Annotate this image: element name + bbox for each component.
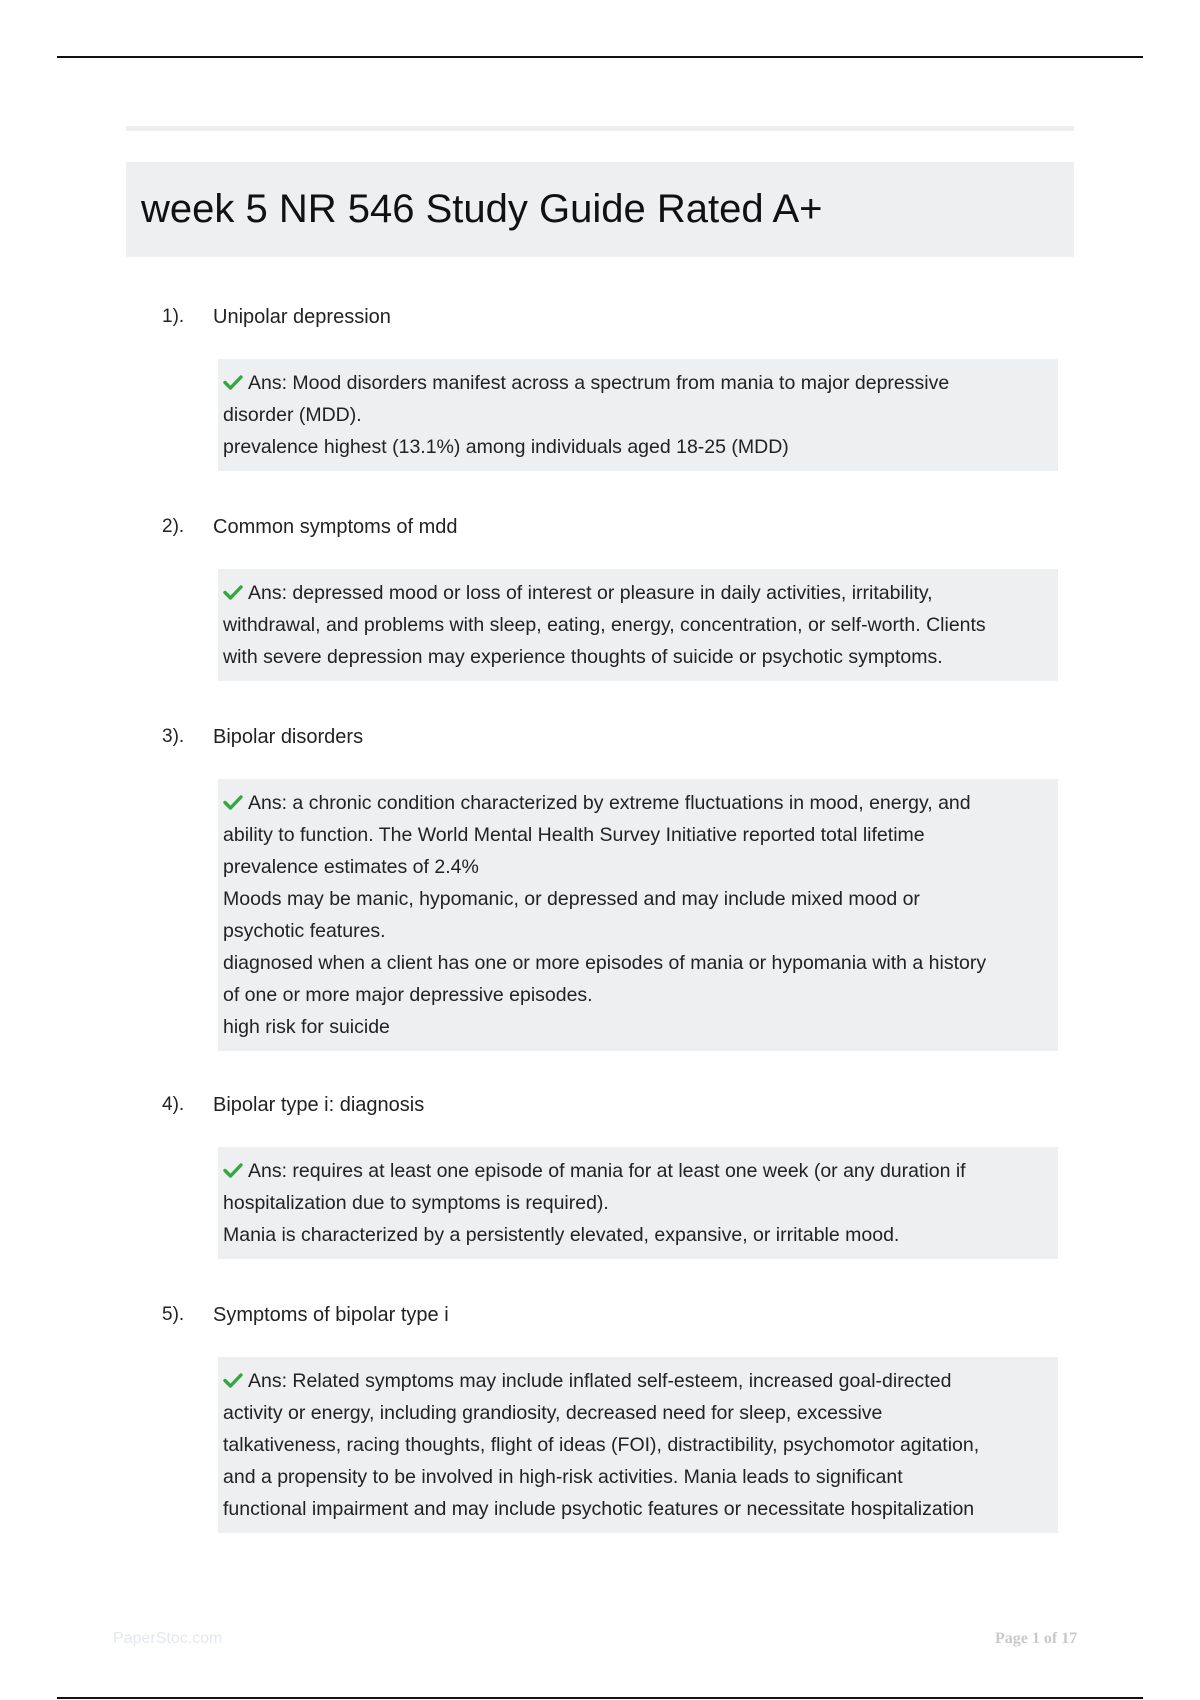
answer-line: activity or energy, including grandiosity, decreased need for sleep, excessive — [223, 1402, 883, 1424]
watermark-text: PaperStoc.com — [113, 1630, 223, 1647]
question-number: 5). — [162, 1304, 185, 1325]
page-indicator: Page 1 of 17 — [995, 1630, 1078, 1647]
check-icon — [223, 1366, 243, 1382]
check-icon — [223, 788, 243, 804]
page-title: week 5 NR 546 Study Guide Rated A+ — [141, 187, 823, 231]
answer-line: diagnosed when a client has one or more episodes of mania or hypomania with a history — [223, 952, 987, 974]
answer-line: and a propensity to be involved in high-risk activities. Mania leads to significant — [223, 1466, 903, 1488]
answer-box — [218, 1357, 1058, 1533]
answer-line: Ans: Related symptoms may include inflated self-esteem, increased goal-directed — [223, 1365, 1052, 1397]
answer-line: psychotic features. — [223, 920, 386, 942]
question-number: 3). — [162, 726, 185, 747]
question-number: 2). — [162, 516, 185, 537]
bottom-divider — [57, 1697, 1143, 1699]
top-divider — [57, 56, 1143, 58]
answer-line: talkativeness, racing thoughts, flight of ideas (FOI), distractibility, psychomotor agitation, — [223, 1434, 980, 1456]
question-number: 4). — [162, 1094, 185, 1115]
answer-line: withdrawal, and problems with sleep, eating, energy, concentration, or self-worth. Clients — [223, 614, 986, 636]
question-text: Bipolar type i: diagnosis — [213, 1094, 425, 1116]
answer-line: Ans: requires at least one episode of mania for at least one week (or any duration if — [223, 1155, 1052, 1187]
question-text: Bipolar disorders — [213, 726, 364, 748]
answer-line: Moods may be manic, hypomanic, or depressed and may include mixed mood or — [223, 888, 920, 910]
answer-line: ability to function. The World Mental Health Survey Initiative reported total lifetime — [223, 824, 925, 846]
check-icon — [223, 368, 243, 384]
check-icon — [223, 1156, 243, 1172]
answer-line: with severe depression may experience thoughts of suicide or psychotic symptoms. — [223, 646, 943, 668]
answer-line: prevalence highest (13.1%) among individuals aged 18-25 (MDD) — [223, 436, 789, 458]
answer-line: Ans: Mood disorders manifest across a spectrum from mania to major depressive — [223, 367, 1052, 399]
title-banner — [126, 162, 1074, 257]
check-icon — [223, 578, 243, 594]
question-number: 1). — [162, 306, 185, 327]
answer-box — [218, 359, 1058, 471]
answer-line: high risk for suicide — [223, 1016, 390, 1038]
question-text: Symptoms of bipolar type i — [213, 1304, 449, 1326]
question-text: Unipolar depression — [213, 306, 391, 328]
answer-line: Ans: depressed mood or loss of interest or pleasure in daily activities, irritability, — [223, 577, 1052, 609]
answer-box — [218, 779, 1058, 1051]
answer-box — [218, 1147, 1058, 1259]
answer-box — [218, 569, 1058, 681]
header-divider — [126, 126, 1074, 131]
answer-line: prevalence estimates of 2.4% — [223, 856, 479, 878]
question-text: Common symptoms of mdd — [213, 516, 458, 538]
answer-line: functional impairment and may include psychotic features or necessitate hospitalization — [223, 1498, 975, 1520]
answer-line: of one or more major depressive episodes. — [223, 984, 593, 1006]
answer-line: Ans: a chronic condition characterized by extreme fluctuations in mood, energy, and — [223, 787, 1052, 819]
answer-line: Mania is characterized by a persistently elevated, expansive, or irritable mood. — [223, 1224, 900, 1246]
answer-line: hospitalization due to symptoms is required). — [223, 1192, 609, 1214]
answer-line: disorder (MDD). — [223, 404, 362, 426]
